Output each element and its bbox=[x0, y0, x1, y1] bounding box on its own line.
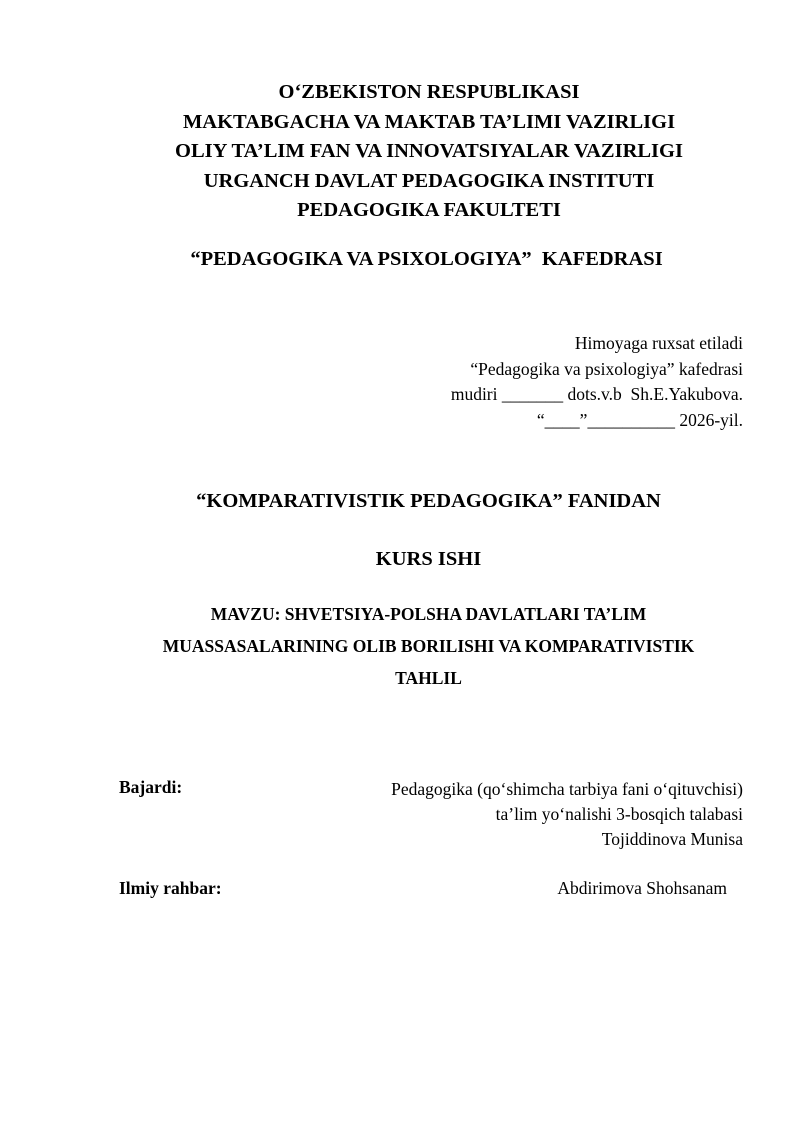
performer-label: Bajardi: bbox=[119, 777, 183, 797]
approval-line: “Pedagogika va psixologiya” kafedrasi bbox=[470, 358, 743, 379]
topic-line: MAVZU: SHVETSIYA-POLSHA DAVLATLARI TA’LIM bbox=[210, 604, 647, 624]
approval-line: “____”__________ 2026-yil. bbox=[536, 409, 743, 430]
topic-line: TAHLIL bbox=[395, 668, 462, 688]
approval-line: mudiri _______ dots.v.b Sh.E.Yakubova. bbox=[450, 384, 743, 404]
supervisor-name: Abdirimova Shohsanam bbox=[557, 878, 727, 898]
topic-line: MUASSASALARINING OLIB BORILISHI VA KOMPARATIVISTIK bbox=[162, 636, 695, 656]
header-line-faculty: PEDAGOGIKA FAKULTETI bbox=[297, 199, 561, 221]
performer-details bbox=[391, 777, 743, 852]
performer-line: Pedagogika (qo‘shimcha tarbiya fani o‘qituvchisi) bbox=[391, 779, 743, 799]
performer-line: ta’lim yo‘nalishi 3-bosqich talabasi bbox=[495, 804, 743, 824]
header-line-ministry-preschool: MAKTABGACHA VA MAKTAB TA’LIMI VAZIRLIGI bbox=[182, 110, 676, 133]
header-line-ministry-higher: OLIY TA’LIM FAN VA INNOVATSIYALAR VAZIRLIGI bbox=[175, 140, 683, 162]
header-line-institute: URGANCH DAVLAT PEDAGOGIKA INSTITUTI bbox=[203, 169, 655, 192]
approval-line: Himoyaga ruxsat etiladi bbox=[574, 333, 743, 353]
work-type-title: KURS ISHI bbox=[375, 548, 482, 570]
approval-block bbox=[451, 331, 743, 433]
department-title: “PEDAGOGIKA VA PSIXOLOGIYA” KAFEDRASI bbox=[190, 248, 663, 270]
supervisor-label: Ilmiy rahbar: bbox=[119, 878, 222, 898]
header-line-country: O‘ZBEKISTON RESPUBLIKASI bbox=[278, 81, 580, 103]
topic-title bbox=[0, 598, 800, 694]
performer-name: Tojiddinova Munisa bbox=[601, 829, 743, 849]
institution-header bbox=[0, 78, 800, 226]
subject-title: “KOMPARATIVISTIK PEDAGOGIKA” FANIDAN bbox=[196, 490, 661, 512]
